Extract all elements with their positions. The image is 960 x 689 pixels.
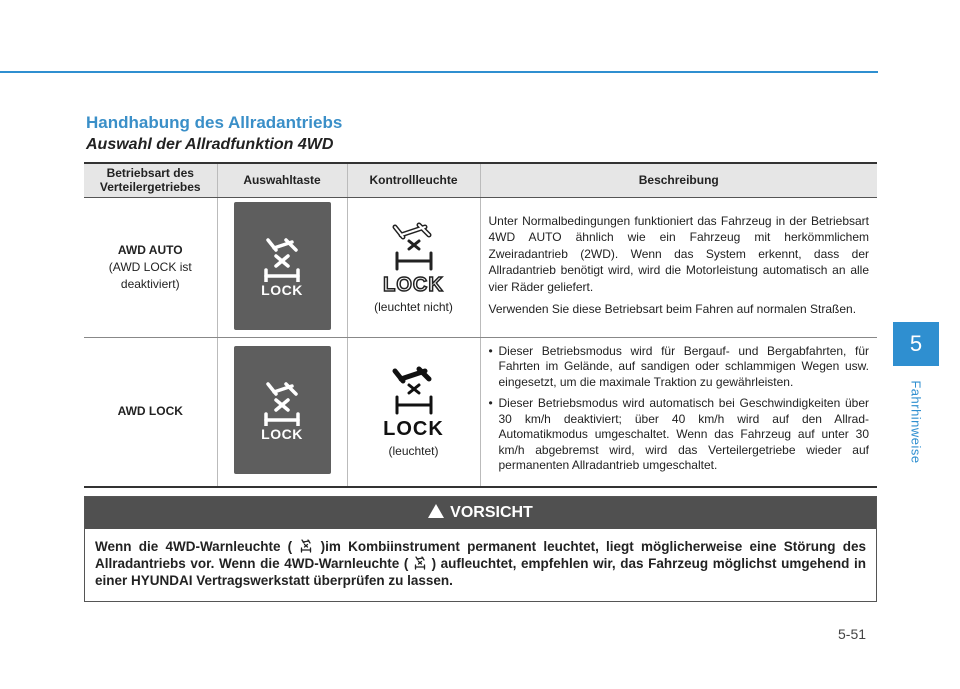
lamp-lock-text: LOCK [383, 273, 444, 296]
caution-text [85, 529, 876, 589]
button-cell [217, 337, 347, 487]
mode-note-line1: (AWD LOCK ist [108, 259, 192, 274]
description-cell [480, 337, 877, 487]
4wd-drivetrain-icon [389, 221, 439, 271]
lamp-cell [347, 197, 480, 337]
header-mode-line2: Verteilergetriebes [99, 180, 201, 195]
lamp-cell [347, 337, 480, 487]
mode-cell [84, 337, 217, 487]
mode-cell [84, 197, 217, 337]
header-mode-line1: Betriebsart des [106, 166, 194, 181]
sub-title: Auswahl der Allradfunktion 4WD [86, 136, 334, 153]
button-lock-label: LOCK [261, 426, 303, 443]
chapter-label [896, 372, 936, 472]
4wd-drivetrain-icon [256, 236, 308, 282]
header-mode [84, 163, 217, 197]
top-rule [0, 71, 878, 73]
drive-mode-table [84, 162, 877, 488]
chapter-label-text: Fahrhinweise [908, 380, 924, 464]
awd-lock-button[interactable] [234, 346, 331, 474]
caution-title: VORSICHT [450, 504, 533, 521]
table-row [84, 337, 877, 487]
list-item: • Dieser Betriebsmodus wird automatisch bei Geschwindigkeiten über 30 km/h deaktiviert; über 40 km/h wird auf den Allrad-Automatikmodus umgeschaltet. Wenn das Fahrzeug auf unter 30 km/h abgebremst wird, wird das Verteilergetriebe wieder auf permanenten Allradantrieb umgeschaltet. [489, 396, 870, 474]
header-button: Auswahltaste [217, 163, 347, 197]
description-cell [480, 197, 877, 337]
description-list [489, 344, 870, 474]
button-cell [217, 197, 347, 337]
description-paragraph: Unter Normalbedingungen funktioniert das Fahrzeug in der Betriebsart 4WD AUTO ähnlich wie ein Fahrzeug mit herkömmlichem Zweiradantrieb (2WD). Wenn das System erkennt, dass der Allradantrieb benötigt wird, wird die Motorleistung automatisch an alle vier Räder geliefert. [488, 213, 869, 294]
button-lock-label: LOCK [261, 281, 303, 298]
4wd-drivetrain-icon [413, 556, 427, 570]
caution-header [85, 497, 876, 529]
table-header-row [84, 163, 877, 197]
mode-name: AWD LOCK [117, 404, 183, 419]
table-row [84, 197, 877, 337]
caution-text-part2: )im Kombiinstrument permanent leuchtet, liegt möglicherweise eine Störung des Allradantriebs vor. Wenn die 4WD-Warnleuchte ( [95, 539, 866, 571]
list-item: • Dieser Betriebsmodus wird für Bergauf- und Bergabfahrten, für Fahrten im Gelände, auf sandigen oder schlammigen Wegen usw. eingesetzt, um die maximale Traktion zu gewährleisten. [489, 344, 870, 391]
awd-lock-button[interactable] [234, 202, 331, 330]
caution-text-part3: ) aufleuchtet, empfehlen wir, das Fahrzeug möglichst umgehend in einer HYUNDAI Vertragswerkstatt überprüfen zu lassen. [95, 556, 866, 588]
lamp-caption: (leuchtet) [388, 444, 439, 459]
header-lamp: Kontrollleuchte [347, 163, 480, 197]
mode-note-line2: deaktiviert) [120, 276, 180, 291]
section-title: Handhabung des Allradantriebs [86, 113, 343, 132]
4wd-drivetrain-icon [299, 539, 313, 553]
mode-name: AWD AUTO [117, 242, 183, 257]
warning-triangle-icon [428, 504, 444, 518]
caution-text-part1: Wenn die 4WD-Warnleuchte ( [95, 539, 293, 554]
lamp-lock-text: LOCK [383, 418, 444, 441]
chapter-number-tab: 5 [893, 322, 939, 366]
4wd-drivetrain-icon [389, 365, 439, 415]
caution-box [84, 496, 877, 602]
header-description: Beschreibung [480, 163, 877, 197]
4wd-drivetrain-icon [256, 380, 308, 426]
page-number: 5-51 [838, 626, 867, 642]
description-paragraph: Verwenden Sie diese Betriebsart beim Fahren auf normalen Straßen. [488, 302, 857, 316]
lamp-caption: (leuchtet nicht) [374, 299, 453, 314]
